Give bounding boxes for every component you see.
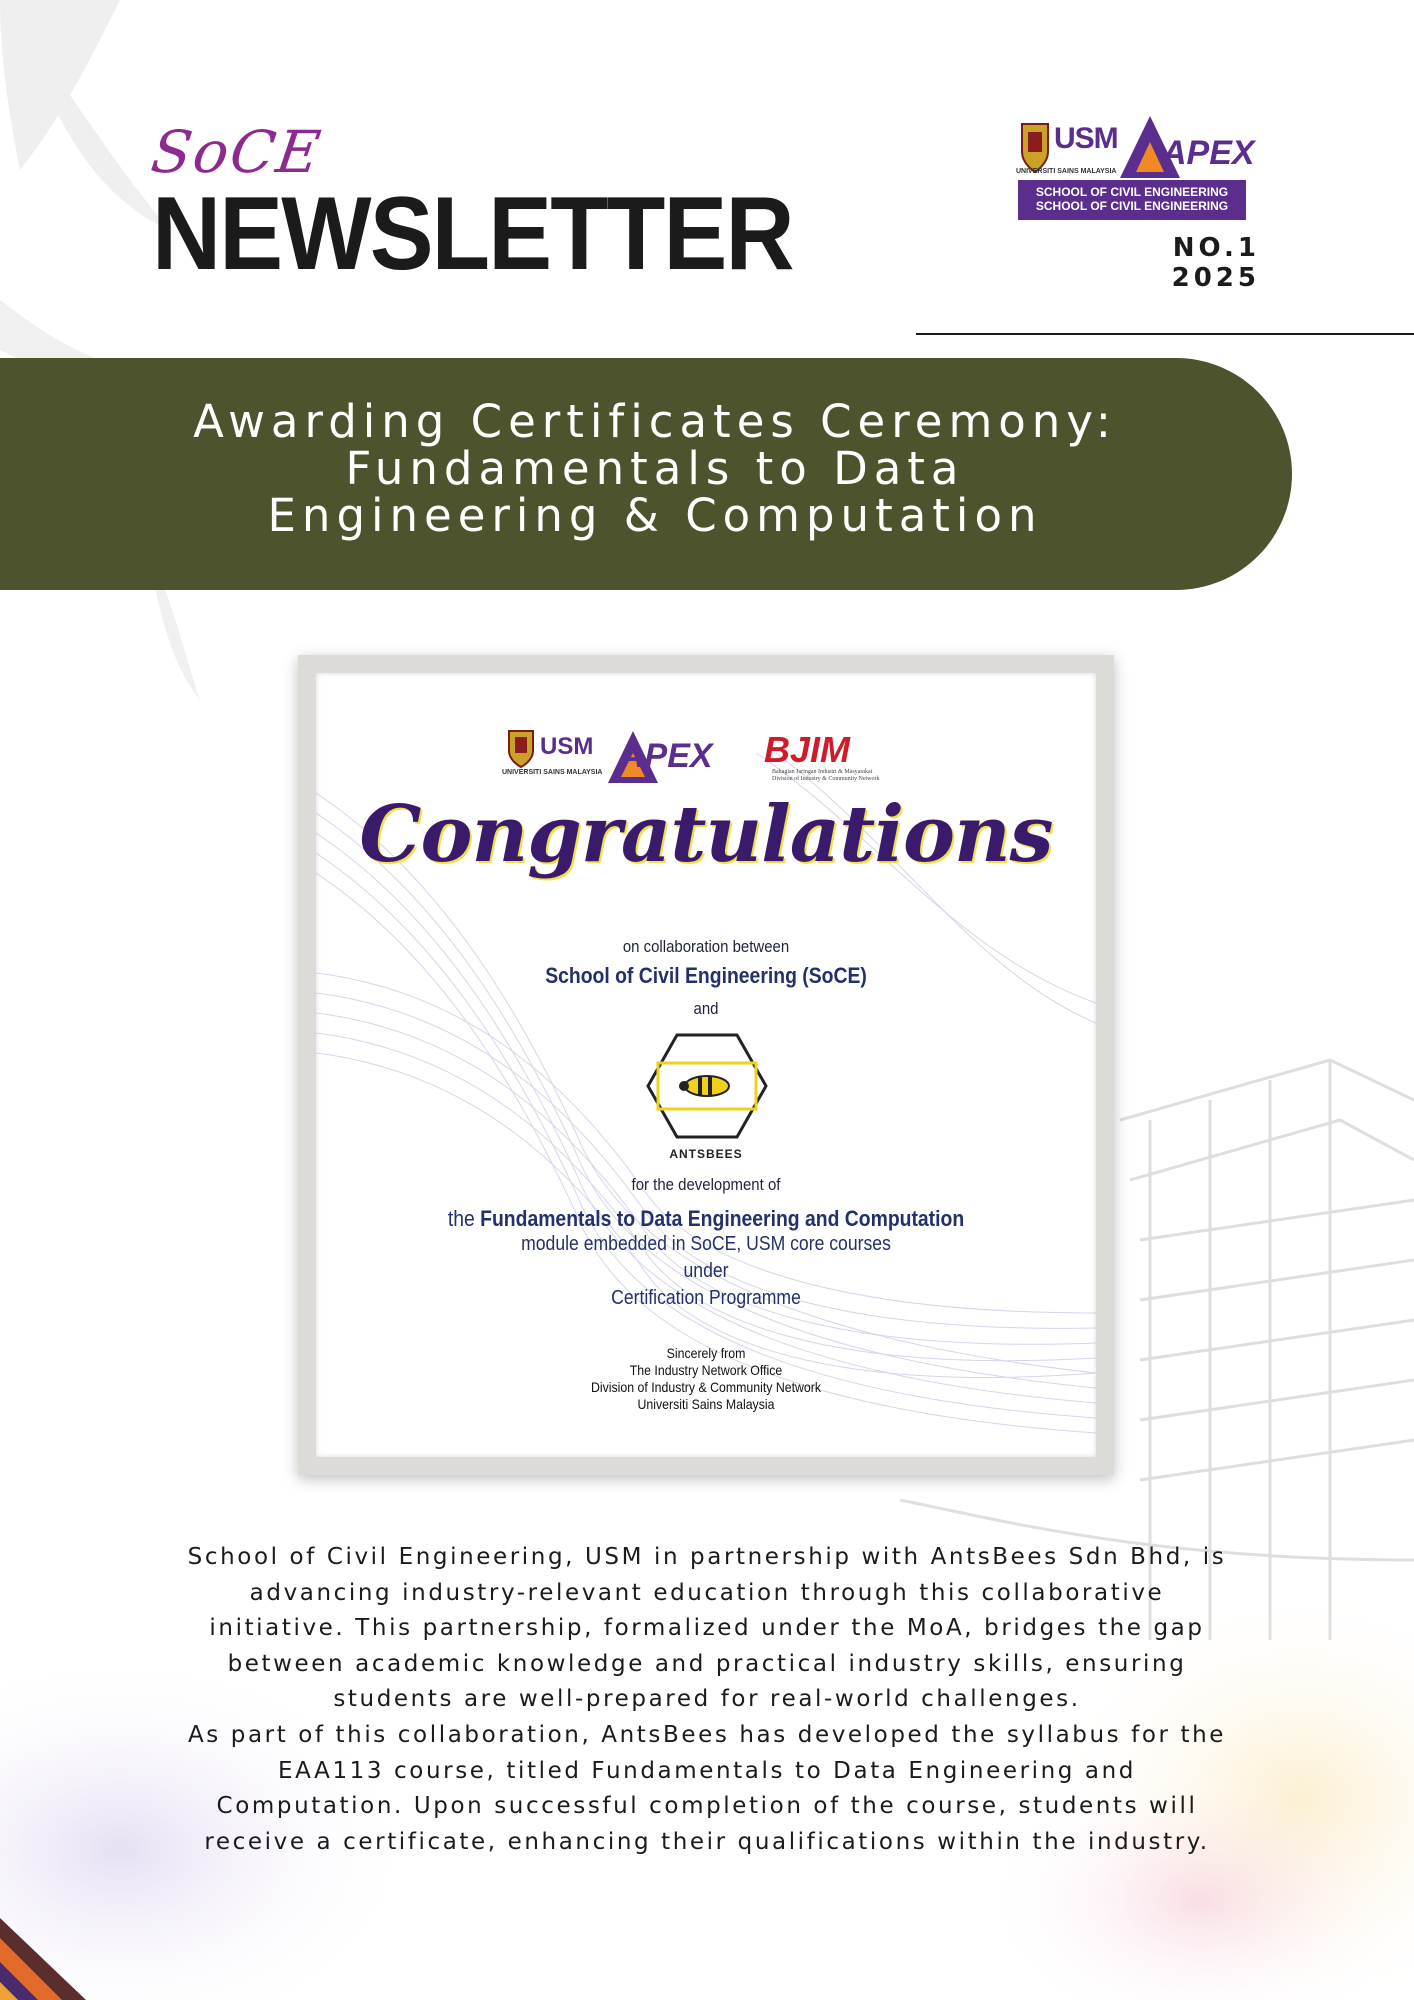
body-line: Computation. Upon successful completion of the course, students will: [216, 1793, 1198, 1820]
body-line: School of Civil Engineering, USM in partnership with AntsBees Sdn Bhd, is: [187, 1544, 1227, 1570]
cert-programme-line: Certification Programme: [611, 1287, 801, 1309]
usm-crest-icon: [506, 727, 536, 771]
school-strip-line-2: SCHOOL OF CIVIL ENGINEERING: [1035, 199, 1229, 213]
body-line: As part of this collaboration, AntsBees has developed the syllabus for the: [187, 1721, 1227, 1748]
cert-bjim-sub-line-1: Bahagian Jaringan Industri & Masyarakat: [772, 769, 873, 775]
newsletter-title: NEWSLETTER: [152, 176, 793, 292]
school-strip-line-1: SCHOOL OF CIVIL ENGINEERING: [1035, 185, 1229, 199]
header-logos: [1014, 110, 1255, 220]
body-line: advancing industry-relevant education through this collaborative: [249, 1579, 1165, 1606]
cert-embedded-line: module embedded in SoCE, USM core courses: [521, 1233, 891, 1255]
cert-signature-block: [363, 1345, 1049, 1413]
cert-bjim-logo-sub: [772, 769, 922, 783]
body-line: EAA113 course, titled Fundamentals to Data Engineering and: [278, 1757, 1136, 1784]
article-banner: [0, 358, 1292, 590]
article-body: [130, 1540, 1284, 1860]
antsbees-hexagon-icon: [646, 1031, 768, 1141]
cert-bjim-sub-line-2: Division of Industry & Community Network: [772, 776, 880, 782]
certificate-logos: [502, 725, 922, 785]
article-title-line-2: Fundamentals to Data: [345, 442, 965, 495]
article-title-line-1: Awarding Certificates Ceremony:: [193, 395, 1117, 448]
usm-logo-text: USM: [1054, 122, 1118, 155]
cert-usm-logo-sub: UNIVERSITI SAINS MALAYSIA: [502, 769, 603, 776]
usm-logo-sub: UNIVERSITI SAINS MALAYSIA: [1016, 168, 1117, 175]
corner-pattern-decoration: [0, 1918, 86, 2000]
certificate: [316, 673, 1096, 1457]
cert-module-line: [363, 1206, 1049, 1232]
cert-apex-logo-text: APEX: [620, 737, 713, 775]
certificate-heading: Congratulations: [359, 789, 1053, 880]
article-title: [90, 395, 1220, 542]
issue-number: NO.1: [1172, 233, 1260, 263]
cert-module-title: Fundamentals to Data Engineering and Computation: [480, 1206, 965, 1231]
body-line: between academic knowledge and practical industry skills, ensuring: [227, 1650, 1187, 1677]
body-line: students are well-prepared for real-world challenges.: [333, 1686, 1081, 1713]
cert-usm-logo-text: USM: [540, 733, 594, 760]
article-title-line-3: Engineering & Computation: [267, 489, 1043, 542]
certificate-frame: [298, 655, 1114, 1475]
cert-and: and: [693, 999, 719, 1018]
cert-bjim-logo-text: BJIM: [764, 729, 851, 770]
apex-logo-text: APEX: [1162, 134, 1255, 172]
cert-collab-line: on collaboration between: [622, 937, 790, 956]
cert-school-name: School of Civil Engineering (SoCE): [545, 963, 867, 988]
cert-under-line: under: [683, 1260, 729, 1282]
cert-module-prefix: the: [447, 1206, 475, 1231]
school-strip: [1018, 180, 1246, 220]
cert-development-line: for the development of: [631, 1175, 781, 1194]
cert-sign-line-1: Sincerely from: [666, 1345, 746, 1361]
issue-year: 2025: [1171, 263, 1260, 293]
cert-sign-line-2: The Industry Network Office: [629, 1362, 783, 1378]
header-divider: [916, 333, 1414, 335]
body-line: initiative. This partnership, formalized under the MoA, bridges the gap: [209, 1615, 1205, 1642]
cert-partner-name: ANTSBEES: [669, 1147, 743, 1161]
brand-script-title: SoCE: [147, 118, 327, 186]
body-line: receive a certificate, enhancing their qualifications within the industry.: [204, 1828, 1210, 1855]
cert-sign-line-3: Division of Industry & Community Network: [590, 1379, 822, 1395]
cert-sign-line-4: Universiti Sains Malaysia: [637, 1396, 775, 1412]
